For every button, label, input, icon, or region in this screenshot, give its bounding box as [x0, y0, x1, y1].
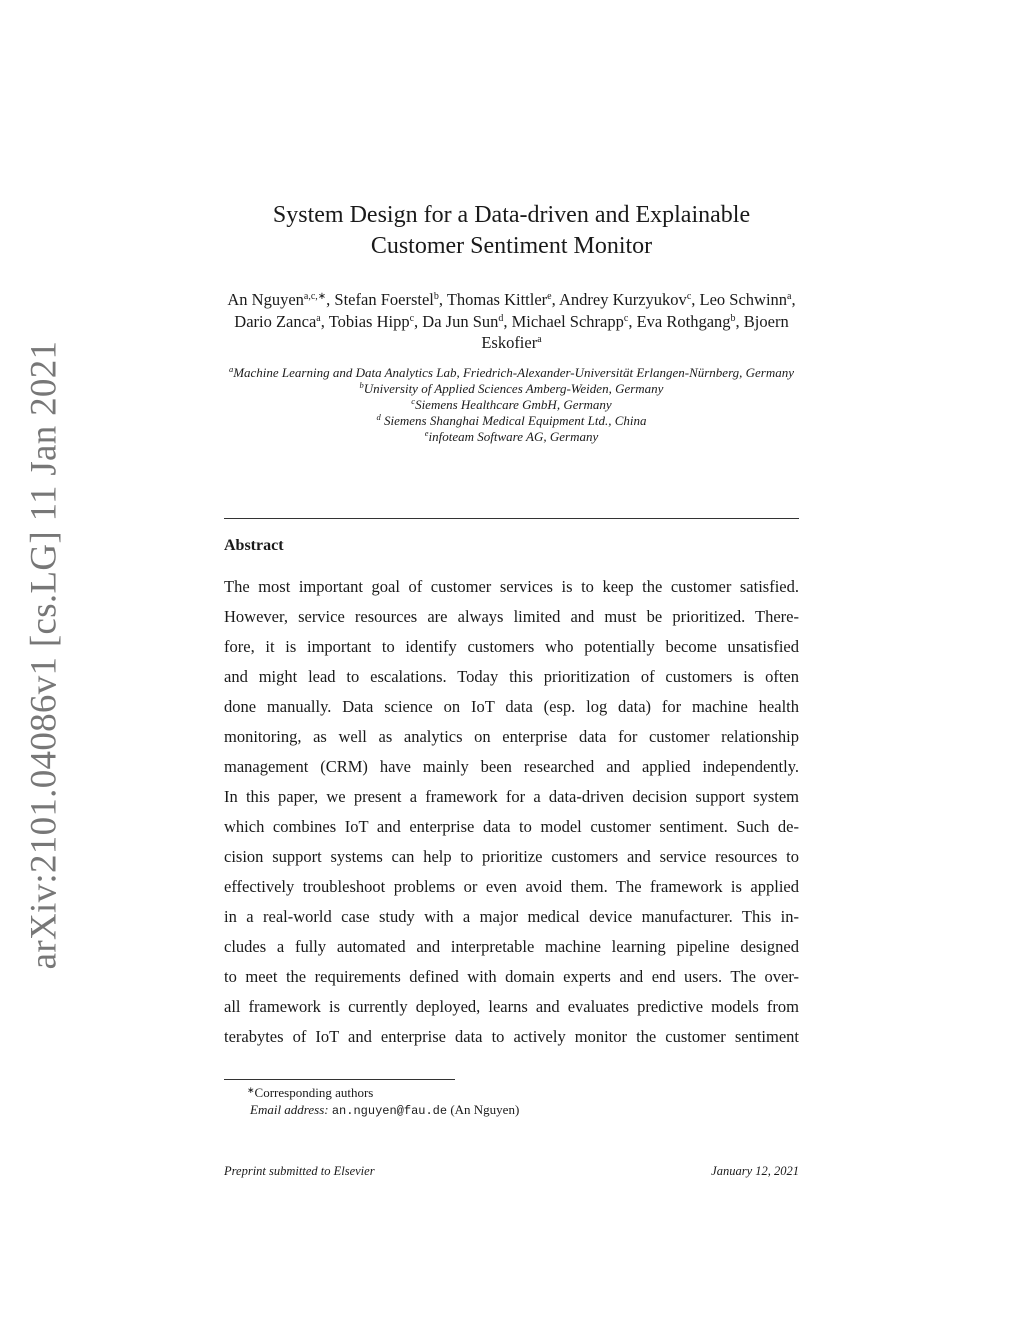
abstract-line: which combines IoT and enterprise data to model customer sentiment. Such de- — [224, 817, 799, 836]
author-affiliation-mark: d — [498, 312, 504, 324]
footnote-divider — [224, 1079, 455, 1080]
author: Stefan Foerstel$^b$, — [334, 290, 447, 309]
footer-date: January 12, 2021 — [711, 1164, 799, 1178]
abstract-line: in a real-world case study with a major medical device manufacturer. This in- — [224, 907, 799, 926]
affiliation — [224, 429, 799, 445]
author-affiliation-mark: b — [730, 312, 736, 324]
affiliation — [224, 365, 799, 381]
paper-title — [224, 200, 799, 262]
author-affiliation-mark: a,c,∗ — [303, 291, 327, 302]
author-name: Da Jun Sun — [422, 311, 499, 331]
title-line-2: Customer Sentiment Monitor — [370, 233, 653, 259]
affiliation-text: University of Applied Sciences Amberg-Weiden, Germany — [363, 381, 664, 396]
abstract-divider — [224, 518, 799, 519]
affiliation-mark: e — [424, 428, 429, 438]
author: Eva Rothgang$^b$, — [636, 311, 744, 331]
author-name: Eva Rothgang — [636, 311, 731, 331]
affiliation-mark: c — [411, 396, 416, 406]
affiliation-text: Siemens Healthcare GmbH, Germany — [415, 397, 612, 412]
author-name: Tobias Hipp — [328, 311, 410, 331]
affiliation — [224, 381, 799, 397]
affiliation-list — [224, 365, 799, 445]
author: Dario Zanca$^a$, — [234, 311, 329, 331]
affiliation-text: infoteam Software AG, Germany — [428, 429, 599, 444]
footnote-corresponding — [224, 1084, 519, 1101]
abstract-line: and might lead to escalations. Today this prioritization of customers is often — [224, 667, 799, 686]
author-affiliation-mark: a — [537, 334, 542, 345]
arxiv-identifier-stamp: arXiv:2101.04086v1 [cs.LG] 11 Jan 2021 — [23, 340, 65, 970]
author-affiliation-mark: c — [623, 312, 629, 324]
author: Tobias Hipp$^c$, — [328, 311, 423, 331]
author: An Nguyen$^{a,c,∗}$, — [227, 290, 335, 309]
author-name: Michael Schrapp — [511, 311, 624, 331]
author: Michael Schrapp$^c$, — [511, 311, 637, 331]
author-name: Thomas Kittler — [446, 290, 548, 309]
title-line-1: System Design for a Data-driven and Explainable — [272, 202, 751, 228]
email-label: Email address: — [250, 1102, 329, 1117]
author-affiliation-mark: c — [409, 312, 415, 324]
abstract-line: all framework is currently deployed, learns and evaluates predictive models from — [224, 997, 799, 1016]
author-name: Stefan Foerstel — [334, 290, 434, 309]
affiliation-text: Machine Learning and Data Analytics Lab, Friedrich-Alexander-Universität Erlangen-Nürnberg, Germany — [233, 365, 795, 380]
abstract-line: cludes a fully automated and interpretable machine learning pipeline designed — [224, 937, 799, 956]
abstract-line: The most important goal of customer services is to keep the customer satisfied. — [224, 577, 799, 596]
abstract-line: However, service resources are always limited and must be prioritized. There- — [224, 607, 799, 626]
abstract-line: done manually. Data science on IoT data (esp. log data) for machine health — [224, 697, 799, 716]
author-affiliation-mark: b — [433, 291, 439, 302]
author-name: Dario Zanca — [234, 311, 317, 331]
footnote-corresponding-text: Corresponding authors — [254, 1085, 374, 1100]
author-name: Andrey Kurzyukov — [558, 290, 687, 309]
author-name: An Nguyen — [227, 290, 304, 309]
abstract-line: management (CRM) have mainly been researched and applied independently. — [224, 757, 799, 776]
abstract-line: effectively troubleshoot problems or even avoid them. The framework is applied — [224, 877, 799, 896]
footer-preprint-note: Preprint submitted to Elsevier — [224, 1164, 375, 1178]
author: Da Jun Sun$^d$, — [422, 311, 512, 331]
abstract-line: cision support systems can help to prioritize customers and service resources to — [224, 847, 799, 866]
affiliation — [224, 413, 799, 429]
author: Thomas Kittler$^e$, — [446, 290, 559, 309]
affiliation-mark: b — [359, 380, 364, 390]
abstract-body — [224, 572, 799, 1052]
author-affiliation-mark: a — [316, 312, 321, 324]
abstract-heading: Abstract — [224, 537, 284, 554]
author-list — [224, 289, 799, 354]
affiliation-text: Siemens Shanghai Medical Equipment Ltd., China — [380, 413, 647, 428]
author: Andrey Kurzyukov$^c$, — [558, 290, 700, 309]
affiliation — [224, 397, 799, 413]
footnote — [224, 1084, 519, 1120]
abstract-line: to meet the requirements defined with domain experts and end users. The over- — [224, 967, 799, 986]
author-affiliation-mark: a — [787, 291, 792, 302]
email-address: an.nguyen@fau.de — [331, 1104, 448, 1118]
email-owner: (An Nguyen) — [450, 1102, 520, 1117]
author-name: Bjoern Eskofier — [481, 311, 789, 352]
author-name: Leo Schwinn — [699, 290, 788, 309]
author-affiliation-mark: c — [686, 291, 692, 302]
author: Leo Schwinn$^a$, — [699, 290, 796, 309]
abstract-line: fore, it is important to identify customers who potentially become unsatisfied — [224, 637, 799, 656]
affiliation-mark: d — [376, 412, 381, 422]
abstract-line: In this paper, we present a framework for a data-driven decision support system — [224, 787, 799, 806]
abstract-line: terabytes of IoT and enterprise data to actively monitor the customer sentiment — [224, 1027, 799, 1046]
affiliation-mark: a — [228, 364, 234, 374]
abstract-line: monitoring, as well as analytics on enterprise data for customer relationship — [224, 727, 799, 746]
footnote-email-line — [224, 1101, 519, 1120]
footnote-mark: ∗ — [247, 1085, 255, 1095]
author-affiliation-mark: e — [547, 291, 552, 302]
